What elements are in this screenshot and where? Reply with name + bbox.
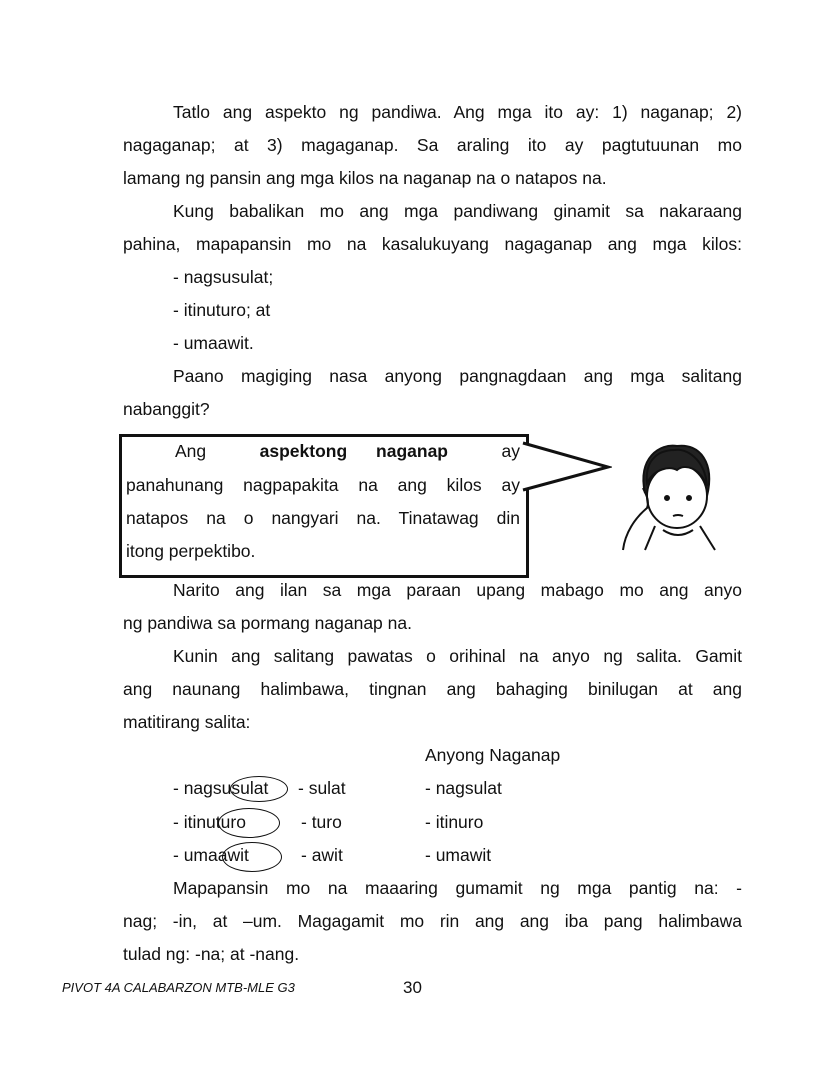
callout-term: aspektong naganap bbox=[259, 441, 448, 461]
callout-line: natapos na o nangyari na. Tinatawag din bbox=[126, 508, 520, 528]
circle-mark bbox=[222, 842, 282, 872]
verb-item: - nagsusulat; bbox=[173, 267, 274, 287]
word-root: - turo bbox=[301, 812, 342, 832]
paragraph-line: nabanggit? bbox=[123, 399, 210, 419]
paragraph-line: lamang ng pansin ang mga kilos na naganap na o natapos na. bbox=[123, 168, 607, 188]
paragraph-line: Narito ang ilan sa mga paraan upang mabago mo ang anyo bbox=[173, 580, 742, 600]
paragraph-line: nagaganap; at 3) magaganap. Sa araling ito ay pagtutuunan mo bbox=[123, 135, 742, 155]
paragraph-line: Mapapansin mo na maaaring gumamit ng mga pantig na: - bbox=[173, 878, 742, 898]
paragraph-line: matitirang salita: bbox=[123, 712, 251, 732]
table-header: Anyong Naganap bbox=[425, 745, 561, 765]
word-original: - nagsusulat bbox=[173, 778, 269, 798]
word-past: - itinuro bbox=[425, 812, 484, 832]
verb-item: - itinuturo; at bbox=[173, 300, 271, 320]
callout-line: itong perpektibo. bbox=[126, 541, 256, 561]
word-past: - umawit bbox=[425, 845, 492, 865]
footer-label: PIVOT 4A CALABARZON MTB-MLE G3 bbox=[62, 980, 295, 995]
word-root: - sulat bbox=[298, 778, 346, 798]
verb-item: - umaawit. bbox=[173, 333, 254, 353]
paragraph-line: nag; -in, at –um. Magagamit mo rin ang ang iba pang halimbawa bbox=[123, 911, 742, 931]
callout-first-line bbox=[175, 440, 520, 462]
callout-text: ay bbox=[501, 441, 520, 461]
word-original: - umaawit bbox=[173, 845, 249, 865]
word-root: - awit bbox=[301, 845, 343, 865]
paragraph-line: Kunin ang salitang pawatas o orihinal na anyo ng salita. Gamit bbox=[173, 646, 742, 666]
paragraph-line: pahina, mapapansin mo na kasalukuyang nagaganap ang mga kilos: bbox=[123, 234, 742, 254]
paragraph-line: tulad ng: -na; at -nang. bbox=[123, 944, 300, 964]
paragraph-line: Paano magiging nasa anyong pangnagdaan ang mga salitang bbox=[173, 366, 742, 386]
paragraph-line: Kung babalikan mo ang mga pandiwang ginamit sa nakaraang bbox=[173, 201, 742, 221]
circle-mark bbox=[218, 808, 280, 838]
speech-bubble-tail bbox=[520, 440, 612, 500]
paragraph-line: Tatlo ang aspekto ng pandiwa. Ang mga ito ay: 1) naganap; 2) bbox=[173, 102, 742, 122]
thinking-boy-illustration bbox=[615, 438, 735, 553]
word-original: - itinuturo bbox=[173, 812, 246, 832]
circle-mark bbox=[230, 776, 288, 802]
page-number: 30 bbox=[403, 978, 422, 997]
paragraph-line: ng pandiwa sa pormang naganap na. bbox=[123, 613, 412, 633]
callout-line: panahunang nagpapakita na ang kilos ay bbox=[126, 475, 520, 495]
paragraph-line: ang naunang halimbawa, tingnan ang bahaging binilugan at ang bbox=[123, 679, 742, 699]
word-past: - nagsulat bbox=[425, 778, 502, 798]
callout-text: Ang bbox=[175, 441, 207, 461]
